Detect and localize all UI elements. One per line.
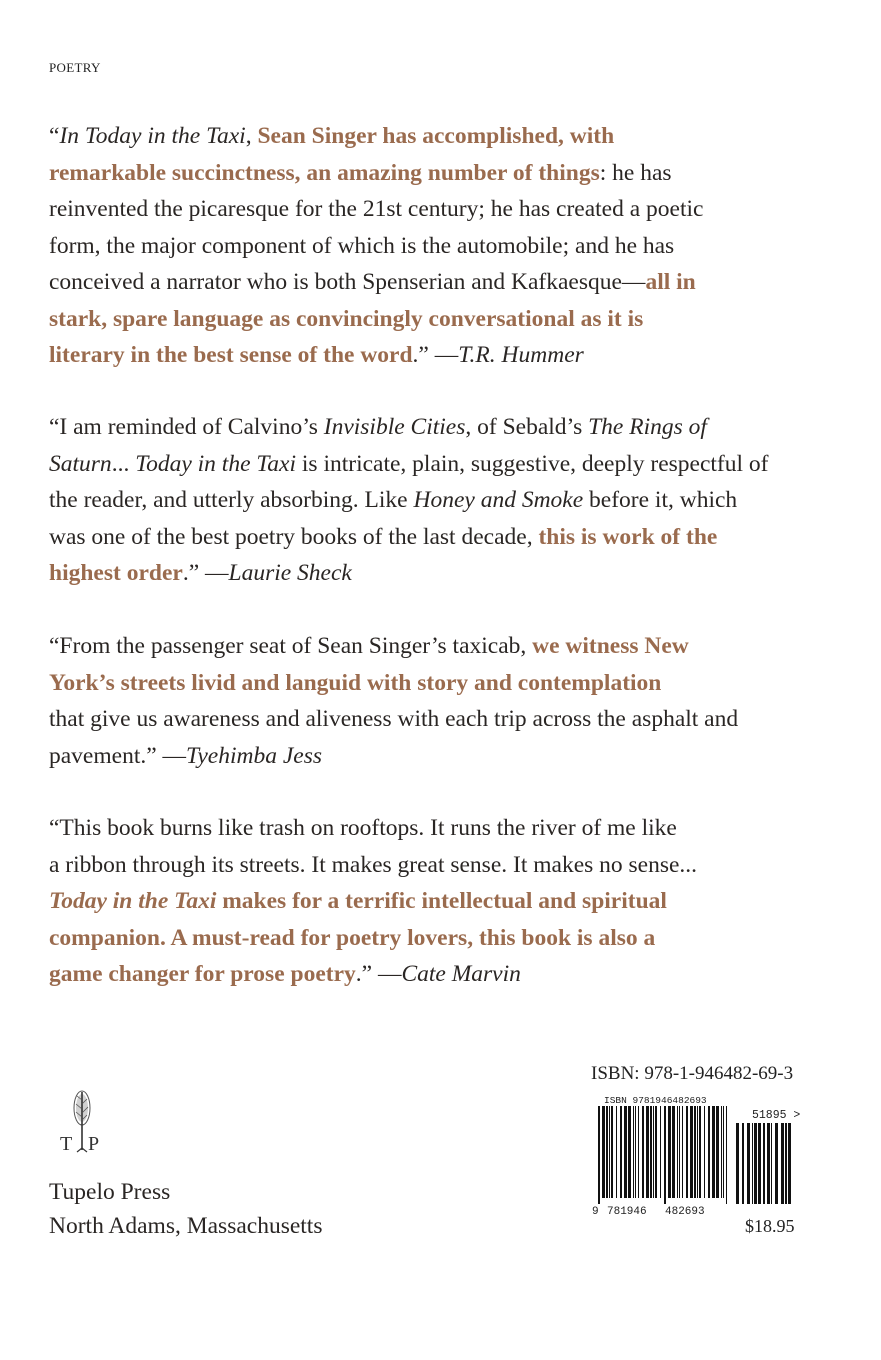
blurb-sheck [49,409,839,592]
quote-line [49,738,839,775]
quote-highlight-text: Today in the Taxi [49,888,217,914]
barcode-bar [602,1106,605,1198]
quote-line [49,482,839,519]
category-label: POETRY [49,60,101,75]
quote-text: “I am reminded of Calvino’s [49,414,324,440]
quote-italic-text: Laurie Sheck [228,560,352,586]
barcode-bar [635,1106,636,1198]
quote-italic-text: Honey and Smoke [413,487,584,513]
barcode-bar [642,1106,644,1198]
barcode-bar [677,1106,678,1198]
quote-line [49,446,839,483]
barcode-bar [686,1106,688,1198]
quote-line [49,519,839,556]
barcode-bar [721,1106,722,1198]
quote-line [49,920,839,957]
barcode-bar [716,1106,719,1198]
quote-text: reinvented the picaresque for the 21st century; he has created a poetic [49,196,704,222]
quote-highlight-text: highest order [49,560,183,586]
barcode-bar [690,1106,693,1198]
price-label: $18.95 [745,1216,795,1236]
quote-line [49,409,839,446]
barcode-bar [628,1106,631,1198]
quote-highlight-text: companion. A must-read for poetry lovers, this book is also a [49,924,656,951]
quote-line [49,701,839,738]
barcode-bar [682,1106,683,1198]
barcode-addon-bar [742,1123,744,1204]
quote-text: form, the major component of which is the automobile; and he has [49,232,675,259]
quote-italic-text: Invisible Cities [323,414,466,440]
quote-line [49,118,839,155]
barcode-bar [609,1106,610,1198]
quote-text: “From the passenger seat of Sean Singer’s taxicab, [49,633,533,659]
quote-text: conceived a narrator who is both Spenserian and Kafkaesque— [49,269,646,295]
barcode-bar [694,1106,696,1198]
barcode-isbn-top: ISBN 9781946482693 [604,1095,707,1106]
barcode-bar [633,1106,634,1198]
barcode-addon-bar [752,1123,753,1204]
barcode-bar [668,1106,671,1198]
blurb-jess [49,628,839,774]
quote-highlight-text: York’s streets livid and languid with story and contemplation [49,669,662,696]
quote-text: was one of the best poetry books of the last decade, [49,523,539,550]
quote-text: that give us awareness and aliveness with each trip across the asphalt and [49,706,739,732]
quote-highlight-text: literary in the best sense of the word [49,342,413,368]
isbn-barcode [592,1091,824,1216]
quote-line [49,847,839,884]
quote-highlight-text: this is work of the [538,523,718,550]
quote-line [49,264,839,301]
quote-italic-text: In Today in the Taxi [59,123,246,149]
barcode-bar [664,1106,666,1204]
quote-line [49,301,839,338]
barcode-bar [638,1106,639,1198]
barcode-bar [723,1106,724,1198]
barcode-bar [646,1106,649,1198]
quote-italic-text: Cate Marvin [401,961,521,987]
quote-line [49,628,839,665]
barcode-addon-digits: 51895 > [752,1109,801,1122]
quote-text: , [245,123,258,149]
quote-text: , of Sebald’s [465,414,589,440]
barcode-digits-group2: 482693 [665,1206,705,1216]
quote-line [49,191,839,228]
quote-text: pavement.” — [49,742,187,769]
isbn-label: ISBN: 978-1-946482-69-3 [591,1063,794,1084]
barcode-digit-left: 9 [592,1206,599,1216]
quote-highlight-text: stark, spare language as convincingly conversational as it is [49,305,644,332]
barcode-addon-bar [736,1123,739,1204]
quote-text: : he has [599,159,672,186]
barcode-addon-bar [747,1123,750,1204]
quote-text: “This book burns like trash on rooftops. It runs the river of me like [49,815,677,841]
publisher-name: Tupelo Press [49,1179,171,1205]
quote-text: before it, which [583,487,738,513]
barcode-bar [699,1106,701,1198]
barcode-bar [660,1106,661,1198]
barcode-addon-bar [788,1123,791,1204]
barcode-bar [655,1106,657,1198]
quote-text: ... [111,450,136,477]
blurb-hummer [49,118,839,374]
blurb-marvin [49,810,839,993]
barcode-bar [712,1106,715,1198]
barcode-bar [624,1106,627,1198]
barcode-bar [606,1106,608,1198]
barcode-bar [611,1106,613,1198]
quote-line [49,155,839,192]
barcode-digits-group1: 781946 [607,1206,647,1216]
barcode-bar [620,1106,622,1198]
barcode-addon-bar [767,1123,770,1204]
barcode-bar [726,1106,727,1204]
quote-italic-text: Saturn [49,450,112,477]
publisher-block [49,1175,323,1243]
quote-italic-text: The Rings of [588,414,707,440]
barcode-addon-bar [775,1123,778,1204]
quote-line [49,337,839,374]
quote-highlight-text: game changer for prose poetry [49,961,356,987]
barcode-bar [679,1106,680,1198]
barcode-bar [672,1106,675,1198]
barcode-addon-bar [763,1123,765,1204]
quote-line [49,810,839,847]
barcode-bar [616,1106,617,1198]
quote-italic-text: Tyehimba Jess [186,742,322,769]
quote-italic-text: T.R. Hummer [458,342,584,368]
quote-highlight-text: remarkable succinctness, an amazing number of things [49,159,600,186]
barcode-addon-bar [785,1123,787,1204]
quote-line [49,665,839,702]
barcode-bar [708,1106,710,1198]
barcode-bar [704,1106,705,1198]
barcode-bar [598,1106,600,1204]
barcode-bar [697,1106,698,1198]
barcode-addon-bar [754,1123,757,1204]
logo-letter-p: P [88,1133,100,1155]
quote-highlight-text: makes for a terrific intellectual and spiritual [216,888,667,914]
quote-text: .” — [182,560,229,586]
logo-letter-t: T [60,1133,73,1155]
publisher-location: North Adams, Massachusetts [49,1213,323,1239]
quote-text: is intricate, plain, suggestive, deeply respectful of [296,450,769,477]
quote-italic-text: Today in the Taxi [135,450,297,477]
barcode-addon-bar [781,1123,784,1204]
tupelo-tree-logo-icon [58,1088,106,1168]
quote-text: .” — [355,961,402,987]
quote-highlight-text: Sean Singer has accomplished, with [257,123,615,149]
quote-text: the reader, and utterly absorbing. Like [49,487,414,513]
barcode-addon-bar [758,1123,761,1204]
quote-line [49,228,839,265]
quote-line [49,956,839,993]
quote-text: a ribbon through its streets. It makes great sense. It makes no sense... [49,851,698,878]
barcode-addon-bar [771,1123,772,1204]
quote-line [49,555,839,592]
barcode-bar [650,1106,652,1198]
quote-text: .” — [412,342,459,368]
barcode-bar [653,1106,654,1198]
quote-highlight-text: we witness New [532,633,689,659]
quote-highlight-text: all in [645,269,696,295]
quote-text: “ [49,123,60,149]
quote-line [49,883,839,920]
